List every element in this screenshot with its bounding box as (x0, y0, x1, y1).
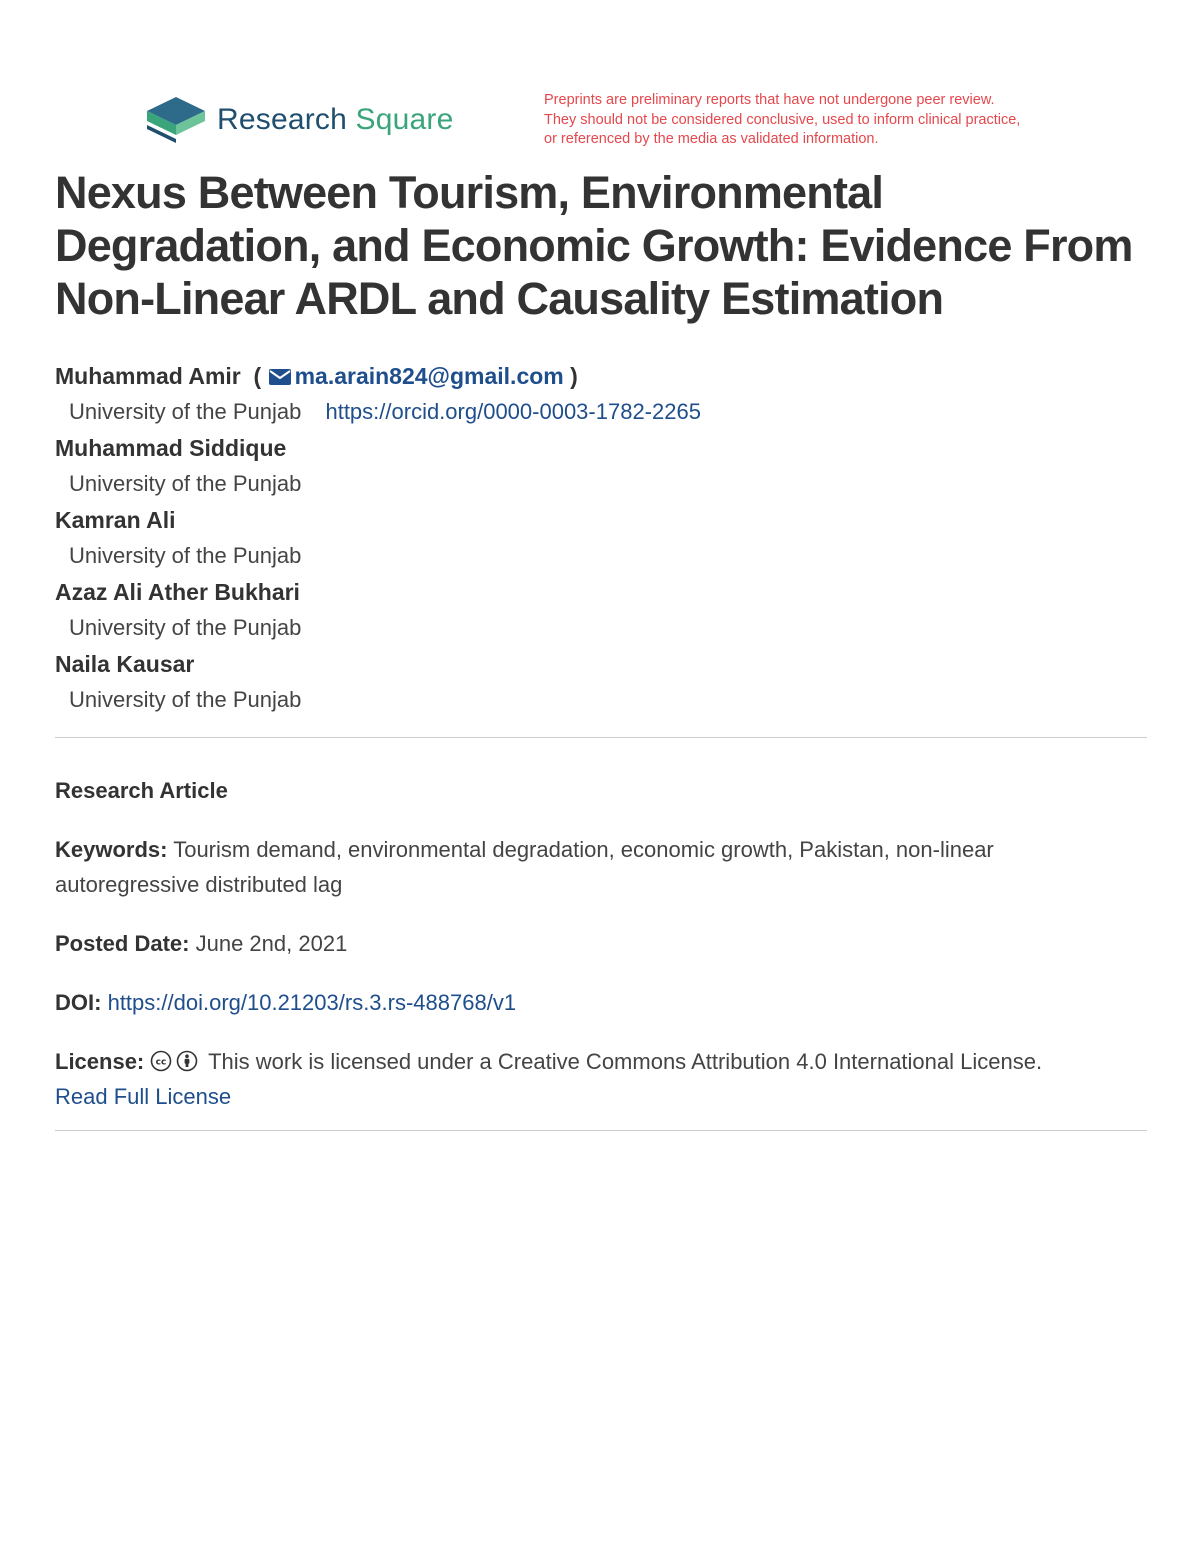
notice-line: They should not be considered conclusive, used to inform clinical practice, (544, 111, 1021, 128)
posted-date-section (55, 926, 1145, 961)
author-name: Naila Kausar (55, 651, 195, 677)
posted-date-value: June 2nd, 2021 (195, 931, 348, 956)
author-name: Muhammad Siddique (55, 435, 287, 461)
article-type (55, 773, 1145, 808)
author-affiliation: University of the Punjab (69, 687, 302, 712)
email-wrapper: ( ma.arain824@gmail.com ) (247, 363, 578, 389)
license-text: This work is licensed under a Creative Commons Attribution 4.0 International License. (208, 1049, 1043, 1074)
license-label: License: (55, 1049, 145, 1074)
author-name (55, 358, 1155, 394)
keywords-section (55, 832, 1145, 902)
author-affiliation (55, 394, 1155, 430)
preprint-notice (544, 91, 1104, 150)
read-full-license-link[interactable]: Read Full License (55, 1084, 232, 1109)
research-square-logo (147, 97, 454, 143)
article-type-text: Research Article (55, 778, 228, 803)
posted-date-label: Posted Date: (55, 931, 190, 956)
svg-text:cc: cc (156, 1057, 167, 1068)
author-name: Kamran Ali (55, 507, 176, 533)
cc-icon (150, 1050, 172, 1072)
doi-section (55, 985, 1145, 1020)
doi-label: DOI: (55, 990, 102, 1015)
author-name-text: Muhammad Amir (55, 363, 241, 389)
notice-line: or referenced by the media as validated information. (544, 131, 879, 147)
by-icon (176, 1050, 198, 1072)
keywords-label: Keywords: (55, 837, 168, 862)
divider (55, 737, 1147, 738)
doi-link[interactable]: https://doi.org/10.21203/rs.3.rs-488768/v1 (107, 990, 517, 1015)
author-list (55, 358, 1155, 718)
license-section (55, 1044, 1145, 1114)
author-email-link[interactable]: ma.arain824@gmail.com (294, 363, 564, 389)
author-affiliation: University of the Punjab (69, 615, 302, 640)
notice-line: Preprints are preliminary reports that have not undergone peer review. (544, 92, 995, 108)
divider (55, 1130, 1147, 1131)
research-square-logo-icon (147, 97, 205, 143)
logo-word-square: Square (355, 103, 454, 136)
author-affiliation: University of the Punjab (69, 471, 302, 496)
author-affiliation: University of the Punjab (69, 543, 302, 568)
logo-word-research: Research (217, 103, 347, 136)
envelope-icon (268, 368, 292, 386)
author-name: Azaz Ali Ather Bukhari (55, 579, 300, 605)
keywords-value: Tourism demand, environmental degradation, economic growth, Pakistan, non-linear (173, 837, 994, 862)
keywords-value-cont: autoregressive distributed lag (55, 872, 343, 897)
logo-wordmark (217, 103, 454, 137)
paper-title: Nexus Between Tourism, Environmental Degradation, and Economic Growth: Evidence From Non-Linear ARDL and Causality Estimation (55, 167, 1133, 324)
orcid-link[interactable]: https://orcid.org/0000-0003-1782-2265 (325, 399, 701, 424)
affiliation-text: University of the Punjab (69, 399, 302, 424)
